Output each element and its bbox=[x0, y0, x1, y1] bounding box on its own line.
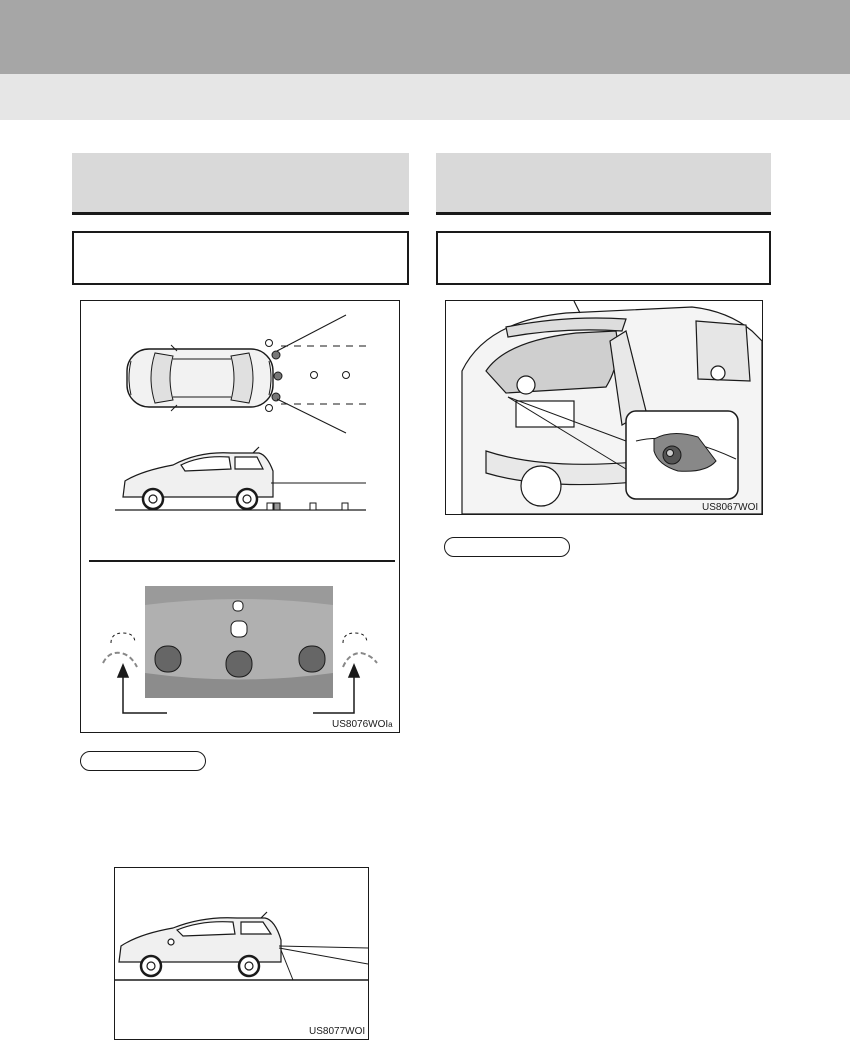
sensor-diagram-figure bbox=[80, 300, 400, 733]
figure-code-label: US8077WOI bbox=[309, 1026, 366, 1037]
section-header-left bbox=[72, 153, 409, 215]
section-header-right bbox=[436, 153, 771, 215]
camera-closeup-figure bbox=[445, 300, 763, 515]
title-box-left bbox=[72, 231, 409, 285]
side-view-illustration bbox=[115, 868, 368, 1039]
note-pill-left bbox=[80, 751, 206, 771]
camera-closeup-illustration bbox=[446, 301, 762, 514]
title-box-right bbox=[436, 231, 771, 285]
car-side-view-icon bbox=[123, 447, 273, 509]
sensor-diagram-illustration bbox=[81, 301, 399, 732]
header-band bbox=[0, 0, 850, 74]
side-view-figure bbox=[114, 867, 369, 1040]
figure-code-label: US8076WOIa bbox=[332, 719, 393, 730]
note-pill-right bbox=[444, 537, 570, 557]
subheader-band bbox=[0, 74, 850, 120]
car-top-view-icon bbox=[127, 345, 273, 411]
car-side-profile-icon bbox=[119, 912, 281, 976]
figure-code-label: US8067WOI bbox=[702, 502, 759, 513]
